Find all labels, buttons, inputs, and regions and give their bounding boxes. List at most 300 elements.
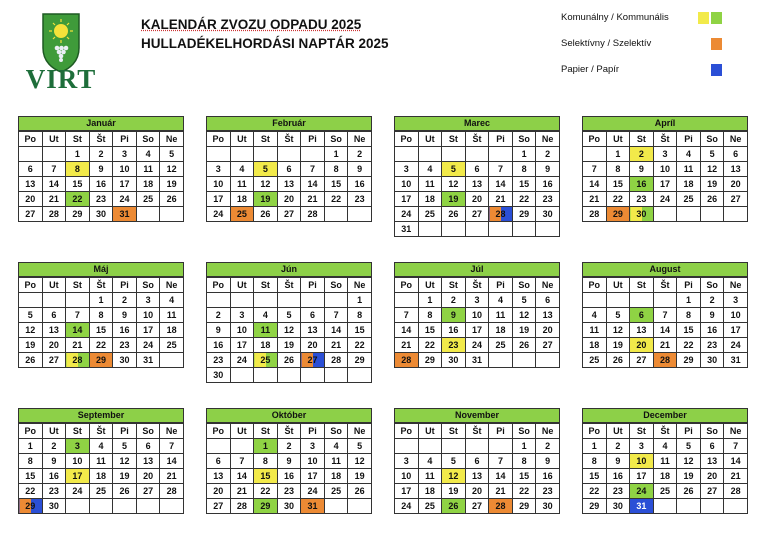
weekday-header: Št — [653, 424, 677, 439]
weekday-header: So — [512, 132, 536, 147]
day-cell: 28 — [724, 484, 748, 499]
day-cell: 26 — [700, 192, 724, 207]
day-cell: 9 — [207, 323, 231, 338]
day-cell: 9 — [113, 308, 137, 323]
day-cell: 10 — [465, 308, 489, 323]
day-cell: 31 — [724, 353, 748, 368]
day-cell: 30 — [606, 499, 630, 514]
day-cell: 26 — [442, 499, 466, 514]
legend-item-selective — [561, 34, 761, 54]
day-cell: 4 — [230, 162, 254, 177]
weekday-header: Po — [583, 278, 607, 293]
day-cell: 22 — [66, 192, 90, 207]
day-cell: 12 — [606, 323, 630, 338]
day-cell: 12 — [277, 323, 301, 338]
day-cell: 19 — [277, 338, 301, 353]
day-cell: 11 — [418, 469, 442, 484]
day-cell: 21 — [724, 469, 748, 484]
day-cell: 28 — [301, 207, 325, 222]
empty-cell — [677, 499, 701, 514]
empty-cell — [207, 293, 231, 308]
empty-cell — [254, 293, 278, 308]
day-cell: 1 — [19, 439, 43, 454]
day-cell: 23 — [89, 192, 113, 207]
weekday-header: Ne — [160, 132, 184, 147]
day-cell: 25 — [136, 192, 160, 207]
day-cell: 28 — [324, 353, 348, 368]
legend-label: Papier / Papír — [561, 64, 620, 75]
month-name: Marec — [394, 116, 560, 131]
day-cell: 15 — [324, 177, 348, 192]
weekday-header: Ut — [606, 132, 630, 147]
day-cell: 22 — [254, 484, 278, 499]
weekday-header: Po — [19, 132, 43, 147]
day-cell: 12 — [442, 177, 466, 192]
day-cell: 21 — [160, 469, 184, 484]
legend-swatch-blue — [711, 64, 722, 76]
day-cell: 10 — [207, 177, 231, 192]
day-cell: 3 — [136, 293, 160, 308]
day-cell: 3 — [465, 293, 489, 308]
weekday-header: Ut — [418, 278, 442, 293]
weekday-header: Ne — [536, 278, 560, 293]
empty-cell — [324, 207, 348, 222]
day-cell: 21 — [66, 338, 90, 353]
day-cell: 2 — [700, 293, 724, 308]
day-cell: 24 — [301, 484, 325, 499]
day-cell: 16 — [42, 469, 66, 484]
day-cell: 10 — [230, 323, 254, 338]
day-cell: 13 — [136, 454, 160, 469]
month-name: November — [394, 408, 560, 423]
day-cell: 28 — [42, 207, 66, 222]
day-cell: 9 — [606, 454, 630, 469]
day-cell: 27 — [465, 207, 489, 222]
weekday-header: Ut — [606, 424, 630, 439]
day-cell: 30 — [536, 207, 560, 222]
day-cell: 14 — [489, 469, 513, 484]
day-cell: 20 — [630, 338, 654, 353]
empty-cell — [42, 147, 66, 162]
empty-cell — [348, 499, 372, 514]
day-cell: 29 — [66, 207, 90, 222]
weekday-header: St — [442, 278, 466, 293]
weekday-header: Po — [395, 132, 419, 147]
day-cell: 15 — [348, 323, 372, 338]
empty-cell — [324, 293, 348, 308]
day-cell: 29 — [583, 499, 607, 514]
weekday-header: St — [254, 424, 278, 439]
day-cell: 31 — [395, 222, 419, 237]
day-cell: 27 — [724, 192, 748, 207]
day-cell: 8 — [512, 454, 536, 469]
day-cell: 5 — [348, 439, 372, 454]
month-calendar — [206, 116, 372, 222]
day-cell: 29 — [254, 499, 278, 514]
day-cell: 8 — [677, 308, 701, 323]
day-cell: 25 — [89, 484, 113, 499]
empty-cell — [207, 439, 231, 454]
empty-cell — [536, 222, 560, 237]
empty-cell — [230, 293, 254, 308]
weekday-header: Ut — [42, 278, 66, 293]
day-cell: 24 — [653, 192, 677, 207]
day-cell: 6 — [465, 162, 489, 177]
day-cell: 14 — [301, 177, 325, 192]
day-cell: 17 — [113, 177, 137, 192]
empty-cell — [301, 293, 325, 308]
day-cell: 29 — [512, 499, 536, 514]
weekday-header: Pi — [301, 424, 325, 439]
day-cell: 24 — [724, 338, 748, 353]
day-cell: 12 — [19, 323, 43, 338]
day-cell: 13 — [465, 469, 489, 484]
day-cell: 5 — [512, 293, 536, 308]
day-cell: 26 — [348, 484, 372, 499]
legend-item-paper — [561, 60, 761, 80]
day-cell: 5 — [277, 308, 301, 323]
weekday-header: Ut — [42, 132, 66, 147]
day-cell: 16 — [536, 469, 560, 484]
day-cell: 3 — [630, 439, 654, 454]
empty-cell — [277, 368, 301, 383]
empty-cell — [512, 353, 536, 368]
day-cell: 8 — [19, 454, 43, 469]
empty-cell — [442, 439, 466, 454]
day-cell: 10 — [301, 454, 325, 469]
empty-cell — [418, 439, 442, 454]
month-name: Júl — [394, 262, 560, 277]
day-cell: 18 — [418, 484, 442, 499]
day-cell: 27 — [277, 207, 301, 222]
day-cell: 3 — [301, 439, 325, 454]
day-cell: 17 — [395, 192, 419, 207]
day-cell: 15 — [583, 469, 607, 484]
weekday-header: Št — [277, 278, 301, 293]
day-cell: 15 — [418, 323, 442, 338]
weekday-header: Po — [583, 132, 607, 147]
empty-cell — [66, 293, 90, 308]
day-cell: 16 — [700, 323, 724, 338]
logo-text: VIRT — [25, 64, 97, 94]
day-cell: 11 — [160, 308, 184, 323]
weekday-header: Št — [89, 424, 113, 439]
day-cell: 5 — [700, 147, 724, 162]
day-cell: 25 — [677, 192, 701, 207]
month-name: September — [18, 408, 184, 423]
day-cell: 14 — [489, 177, 513, 192]
day-cell: 2 — [277, 439, 301, 454]
day-cell: 28 — [653, 353, 677, 368]
day-cell: 11 — [230, 177, 254, 192]
day-cell: 1 — [583, 439, 607, 454]
day-cell: 1 — [348, 293, 372, 308]
day-cell: 2 — [630, 147, 654, 162]
empty-cell — [254, 368, 278, 383]
day-cell: 31 — [630, 499, 654, 514]
day-cell: 6 — [42, 308, 66, 323]
day-cell: 30 — [207, 368, 231, 383]
weekday-header: Pi — [677, 132, 701, 147]
day-cell: 11 — [489, 308, 513, 323]
day-cell: 26 — [254, 207, 278, 222]
day-cell: 6 — [19, 162, 43, 177]
day-cell: 17 — [136, 323, 160, 338]
weekday-header: So — [700, 132, 724, 147]
weekday-header: Ne — [160, 278, 184, 293]
legend — [561, 8, 761, 86]
day-cell: 7 — [66, 308, 90, 323]
day-cell: 24 — [395, 207, 419, 222]
day-cell: 25 — [418, 207, 442, 222]
day-cell: 17 — [395, 484, 419, 499]
day-cell: 4 — [489, 293, 513, 308]
empty-cell — [512, 222, 536, 237]
weekday-header: Ut — [230, 278, 254, 293]
month-calendar — [394, 262, 560, 368]
legend-swatch-yellow — [698, 12, 709, 24]
day-cell: 3 — [207, 162, 231, 177]
day-cell: 18 — [489, 323, 513, 338]
day-cell: 9 — [348, 162, 372, 177]
day-cell: 2 — [348, 147, 372, 162]
weekday-header: Št — [653, 132, 677, 147]
month-calendar — [582, 408, 748, 514]
empty-cell — [489, 222, 513, 237]
day-cell: 3 — [113, 147, 137, 162]
empty-cell — [724, 207, 748, 222]
empty-cell — [277, 147, 301, 162]
day-cell: 5 — [677, 439, 701, 454]
day-cell: 14 — [653, 323, 677, 338]
weekday-header: Pi — [301, 278, 325, 293]
weekday-header: Pi — [489, 132, 513, 147]
weekday-header: Pi — [113, 424, 137, 439]
empty-cell — [465, 222, 489, 237]
day-cell: 2 — [113, 293, 137, 308]
weekday-header: Pi — [677, 424, 701, 439]
day-cell: 3 — [66, 439, 90, 454]
day-cell: 1 — [606, 147, 630, 162]
day-cell: 21 — [395, 338, 419, 353]
day-cell: 4 — [418, 162, 442, 177]
day-cell: 5 — [606, 308, 630, 323]
empty-cell — [536, 353, 560, 368]
weekday-header: Ne — [536, 132, 560, 147]
day-cell: 9 — [277, 454, 301, 469]
weekday-header: Pi — [113, 278, 137, 293]
empty-cell — [19, 147, 43, 162]
day-cell: 22 — [512, 192, 536, 207]
day-cell: 7 — [324, 308, 348, 323]
day-cell: 26 — [19, 353, 43, 368]
day-cell: 25 — [653, 484, 677, 499]
day-cell: 30 — [700, 353, 724, 368]
empty-cell — [395, 293, 419, 308]
weekday-header: Pi — [113, 132, 137, 147]
empty-cell — [442, 222, 466, 237]
day-cell: 24 — [630, 484, 654, 499]
day-cell: 4 — [583, 308, 607, 323]
empty-cell — [42, 293, 66, 308]
month-calendar — [206, 408, 372, 514]
empty-cell — [489, 147, 513, 162]
empty-cell — [465, 439, 489, 454]
day-cell: 21 — [489, 192, 513, 207]
empty-cell — [465, 147, 489, 162]
day-cell: 18 — [136, 177, 160, 192]
day-cell: 9 — [42, 454, 66, 469]
weekday-header: Po — [207, 278, 231, 293]
day-cell: 27 — [630, 353, 654, 368]
legend-swatch-green — [711, 12, 722, 24]
empty-cell — [230, 368, 254, 383]
day-cell: 22 — [418, 338, 442, 353]
day-cell: 8 — [66, 162, 90, 177]
day-cell: 17 — [630, 469, 654, 484]
day-cell: 13 — [301, 323, 325, 338]
day-cell: 21 — [230, 484, 254, 499]
day-cell: 6 — [700, 439, 724, 454]
day-cell: 9 — [536, 162, 560, 177]
empty-cell — [207, 147, 231, 162]
empty-cell — [136, 207, 160, 222]
weekday-header: Po — [395, 424, 419, 439]
day-cell: 21 — [583, 192, 607, 207]
day-cell: 20 — [301, 338, 325, 353]
weekday-header: So — [136, 424, 160, 439]
empty-cell — [583, 147, 607, 162]
day-cell: 27 — [536, 338, 560, 353]
day-cell: 16 — [606, 469, 630, 484]
day-cell: 9 — [630, 162, 654, 177]
empty-cell — [700, 499, 724, 514]
day-cell: 7 — [42, 162, 66, 177]
day-cell: 25 — [489, 338, 513, 353]
day-cell: 11 — [89, 454, 113, 469]
month-calendar — [582, 262, 748, 368]
weekday-header: Ut — [606, 278, 630, 293]
day-cell: 17 — [724, 323, 748, 338]
empty-cell — [442, 147, 466, 162]
day-cell: 15 — [19, 469, 43, 484]
day-cell: 23 — [630, 192, 654, 207]
day-cell: 1 — [89, 293, 113, 308]
day-cell: 6 — [136, 439, 160, 454]
day-cell: 27 — [700, 484, 724, 499]
weekday-header: St — [66, 278, 90, 293]
day-cell: 19 — [113, 469, 137, 484]
month-name: Február — [206, 116, 372, 131]
weekday-header: Po — [207, 424, 231, 439]
weekday-header: Št — [465, 132, 489, 147]
day-cell: 30 — [42, 499, 66, 514]
day-cell: 18 — [583, 338, 607, 353]
day-cell: 17 — [207, 192, 231, 207]
day-cell: 20 — [465, 484, 489, 499]
day-cell: 2 — [536, 147, 560, 162]
day-cell: 9 — [700, 308, 724, 323]
day-cell: 25 — [583, 353, 607, 368]
day-cell: 18 — [418, 192, 442, 207]
month-calendar — [394, 408, 560, 514]
month-calendar — [206, 262, 372, 383]
weekday-header: Ut — [230, 424, 254, 439]
day-cell: 8 — [606, 162, 630, 177]
day-cell: 22 — [89, 338, 113, 353]
day-cell: 22 — [512, 484, 536, 499]
legend-item-communal — [561, 8, 761, 28]
day-cell: 30 — [536, 499, 560, 514]
day-cell: 19 — [442, 484, 466, 499]
weekday-header: St — [630, 278, 654, 293]
day-cell: 3 — [653, 147, 677, 162]
day-cell: 14 — [724, 454, 748, 469]
weekday-header: Pi — [301, 132, 325, 147]
day-cell: 19 — [19, 338, 43, 353]
day-cell: 6 — [465, 454, 489, 469]
day-cell: 23 — [536, 192, 560, 207]
day-cell: 29 — [677, 353, 701, 368]
day-cell: 10 — [395, 177, 419, 192]
month-name: December — [582, 408, 748, 423]
day-cell: 1 — [324, 147, 348, 162]
weekday-header: St — [630, 132, 654, 147]
day-cell: 18 — [324, 469, 348, 484]
day-cell: 26 — [113, 484, 137, 499]
day-cell: 6 — [536, 293, 560, 308]
day-cell: 8 — [324, 162, 348, 177]
day-cell: 20 — [136, 469, 160, 484]
empty-cell — [277, 293, 301, 308]
day-cell: 7 — [724, 439, 748, 454]
day-cell: 3 — [395, 454, 419, 469]
weekday-header: Ne — [724, 278, 748, 293]
day-cell: 1 — [512, 439, 536, 454]
day-cell: 15 — [677, 323, 701, 338]
day-cell: 20 — [277, 192, 301, 207]
weekday-header: St — [442, 424, 466, 439]
day-cell: 22 — [583, 484, 607, 499]
day-cell: 26 — [277, 353, 301, 368]
day-cell: 22 — [677, 338, 701, 353]
empty-cell — [348, 207, 372, 222]
day-cell: 14 — [395, 323, 419, 338]
empty-cell — [301, 147, 325, 162]
day-cell: 6 — [207, 454, 231, 469]
day-cell: 2 — [442, 293, 466, 308]
weekday-header: Ut — [42, 424, 66, 439]
day-cell: 29 — [606, 207, 630, 222]
day-cell: 5 — [442, 454, 466, 469]
day-cell: 25 — [254, 353, 278, 368]
day-cell: 6 — [724, 147, 748, 162]
day-cell: 20 — [465, 192, 489, 207]
weekday-header: Št — [277, 132, 301, 147]
weekday-header: Po — [583, 424, 607, 439]
day-cell: 15 — [254, 469, 278, 484]
day-cell: 5 — [160, 147, 184, 162]
day-cell: 29 — [348, 353, 372, 368]
day-cell: 26 — [160, 192, 184, 207]
day-cell: 18 — [230, 192, 254, 207]
day-cell: 11 — [583, 323, 607, 338]
day-cell: 10 — [724, 308, 748, 323]
empty-cell — [230, 147, 254, 162]
weekday-header: Po — [19, 424, 43, 439]
day-cell: 4 — [677, 147, 701, 162]
day-cell: 8 — [512, 162, 536, 177]
